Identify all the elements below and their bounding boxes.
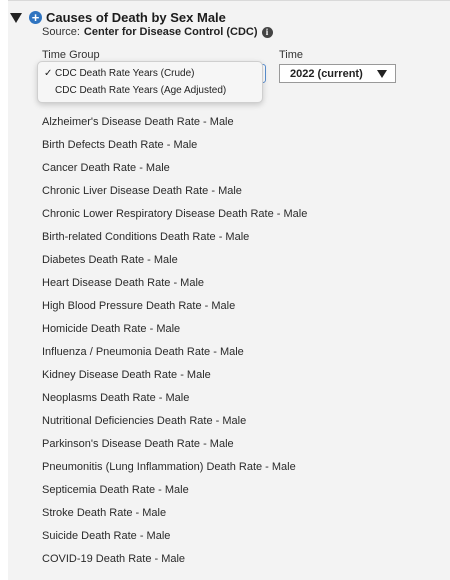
list-item[interactable]: Cancer Death Rate - Male	[42, 162, 170, 174]
list-item[interactable]: Septicemia Death Rate - Male	[42, 484, 189, 496]
list-item[interactable]: Kidney Disease Death Rate - Male	[42, 369, 211, 381]
triangle-down-icon[interactable]	[10, 13, 22, 23]
dropdown-option-label: CDC Death Rate Years (Age Adjusted)	[55, 85, 227, 96]
list-item[interactable]: Chronic Lower Respiratory Disease Death Rate - Male	[42, 208, 308, 220]
source-line	[42, 26, 273, 38]
list-item[interactable]: Birth-related Conditions Death Rate - Male	[42, 231, 250, 243]
list-item[interactable]: Chronic Liver Disease Death Rate - Male	[42, 185, 242, 197]
dropdown-option-label: CDC Death Rate Years (Crude)	[55, 68, 195, 79]
time-group-dropdown	[37, 61, 263, 103]
panel-header	[10, 10, 226, 25]
time-select-value: 2022 (current)	[290, 67, 363, 80]
plus-circle-icon[interactable]: +	[29, 11, 42, 24]
category-panel	[8, 0, 450, 580]
variable-list	[42, 114, 307, 574]
source-value: Center for Disease Control (CDC)	[83, 26, 258, 38]
list-item[interactable]: Heart Disease Death Rate - Male	[42, 277, 205, 289]
time-select[interactable]	[279, 64, 396, 83]
list-item[interactable]: Pneumonitis (Lung Inflammation) Death Rate - Male	[42, 461, 296, 473]
list-item[interactable]: Parkinson's Disease Death Rate - Male	[42, 438, 234, 450]
list-item[interactable]: High Blood Pressure Death Rate - Male	[42, 300, 236, 312]
info-icon[interactable]: i	[262, 27, 273, 38]
dropdown-option-crude[interactable]	[38, 65, 262, 82]
dropdown-option-age-adjusted[interactable]	[38, 82, 262, 99]
list-item[interactable]: Alzheimer's Disease Death Rate - Male	[42, 116, 234, 128]
list-item[interactable]: Influenza / Pneumonia Death Rate - Male	[42, 346, 244, 358]
list-item[interactable]: Homicide Death Rate - Male	[42, 323, 181, 335]
list-item[interactable]: Suicide Death Rate - Male	[42, 530, 171, 542]
list-item[interactable]: COVID-19 Death Rate - Male	[42, 553, 186, 565]
list-item[interactable]: Diabetes Death Rate - Male	[42, 254, 178, 266]
source-label: Source:	[42, 26, 80, 38]
list-item[interactable]: Neoplasms Death Rate - Male	[42, 392, 190, 404]
list-item[interactable]: Birth Defects Death Rate - Male	[42, 139, 198, 151]
list-item[interactable]: Nutritional Deficiencies Death Rate - Male	[42, 415, 247, 427]
time-label: Time	[279, 49, 304, 61]
chevron-down-icon	[377, 70, 387, 78]
checkmark-icon: ✓	[44, 68, 53, 79]
time-group-label: Time Group	[42, 49, 100, 61]
list-item[interactable]: Stroke Death Rate - Male	[42, 507, 167, 519]
panel-title: Causes of Death by Sex Male	[46, 10, 226, 25]
